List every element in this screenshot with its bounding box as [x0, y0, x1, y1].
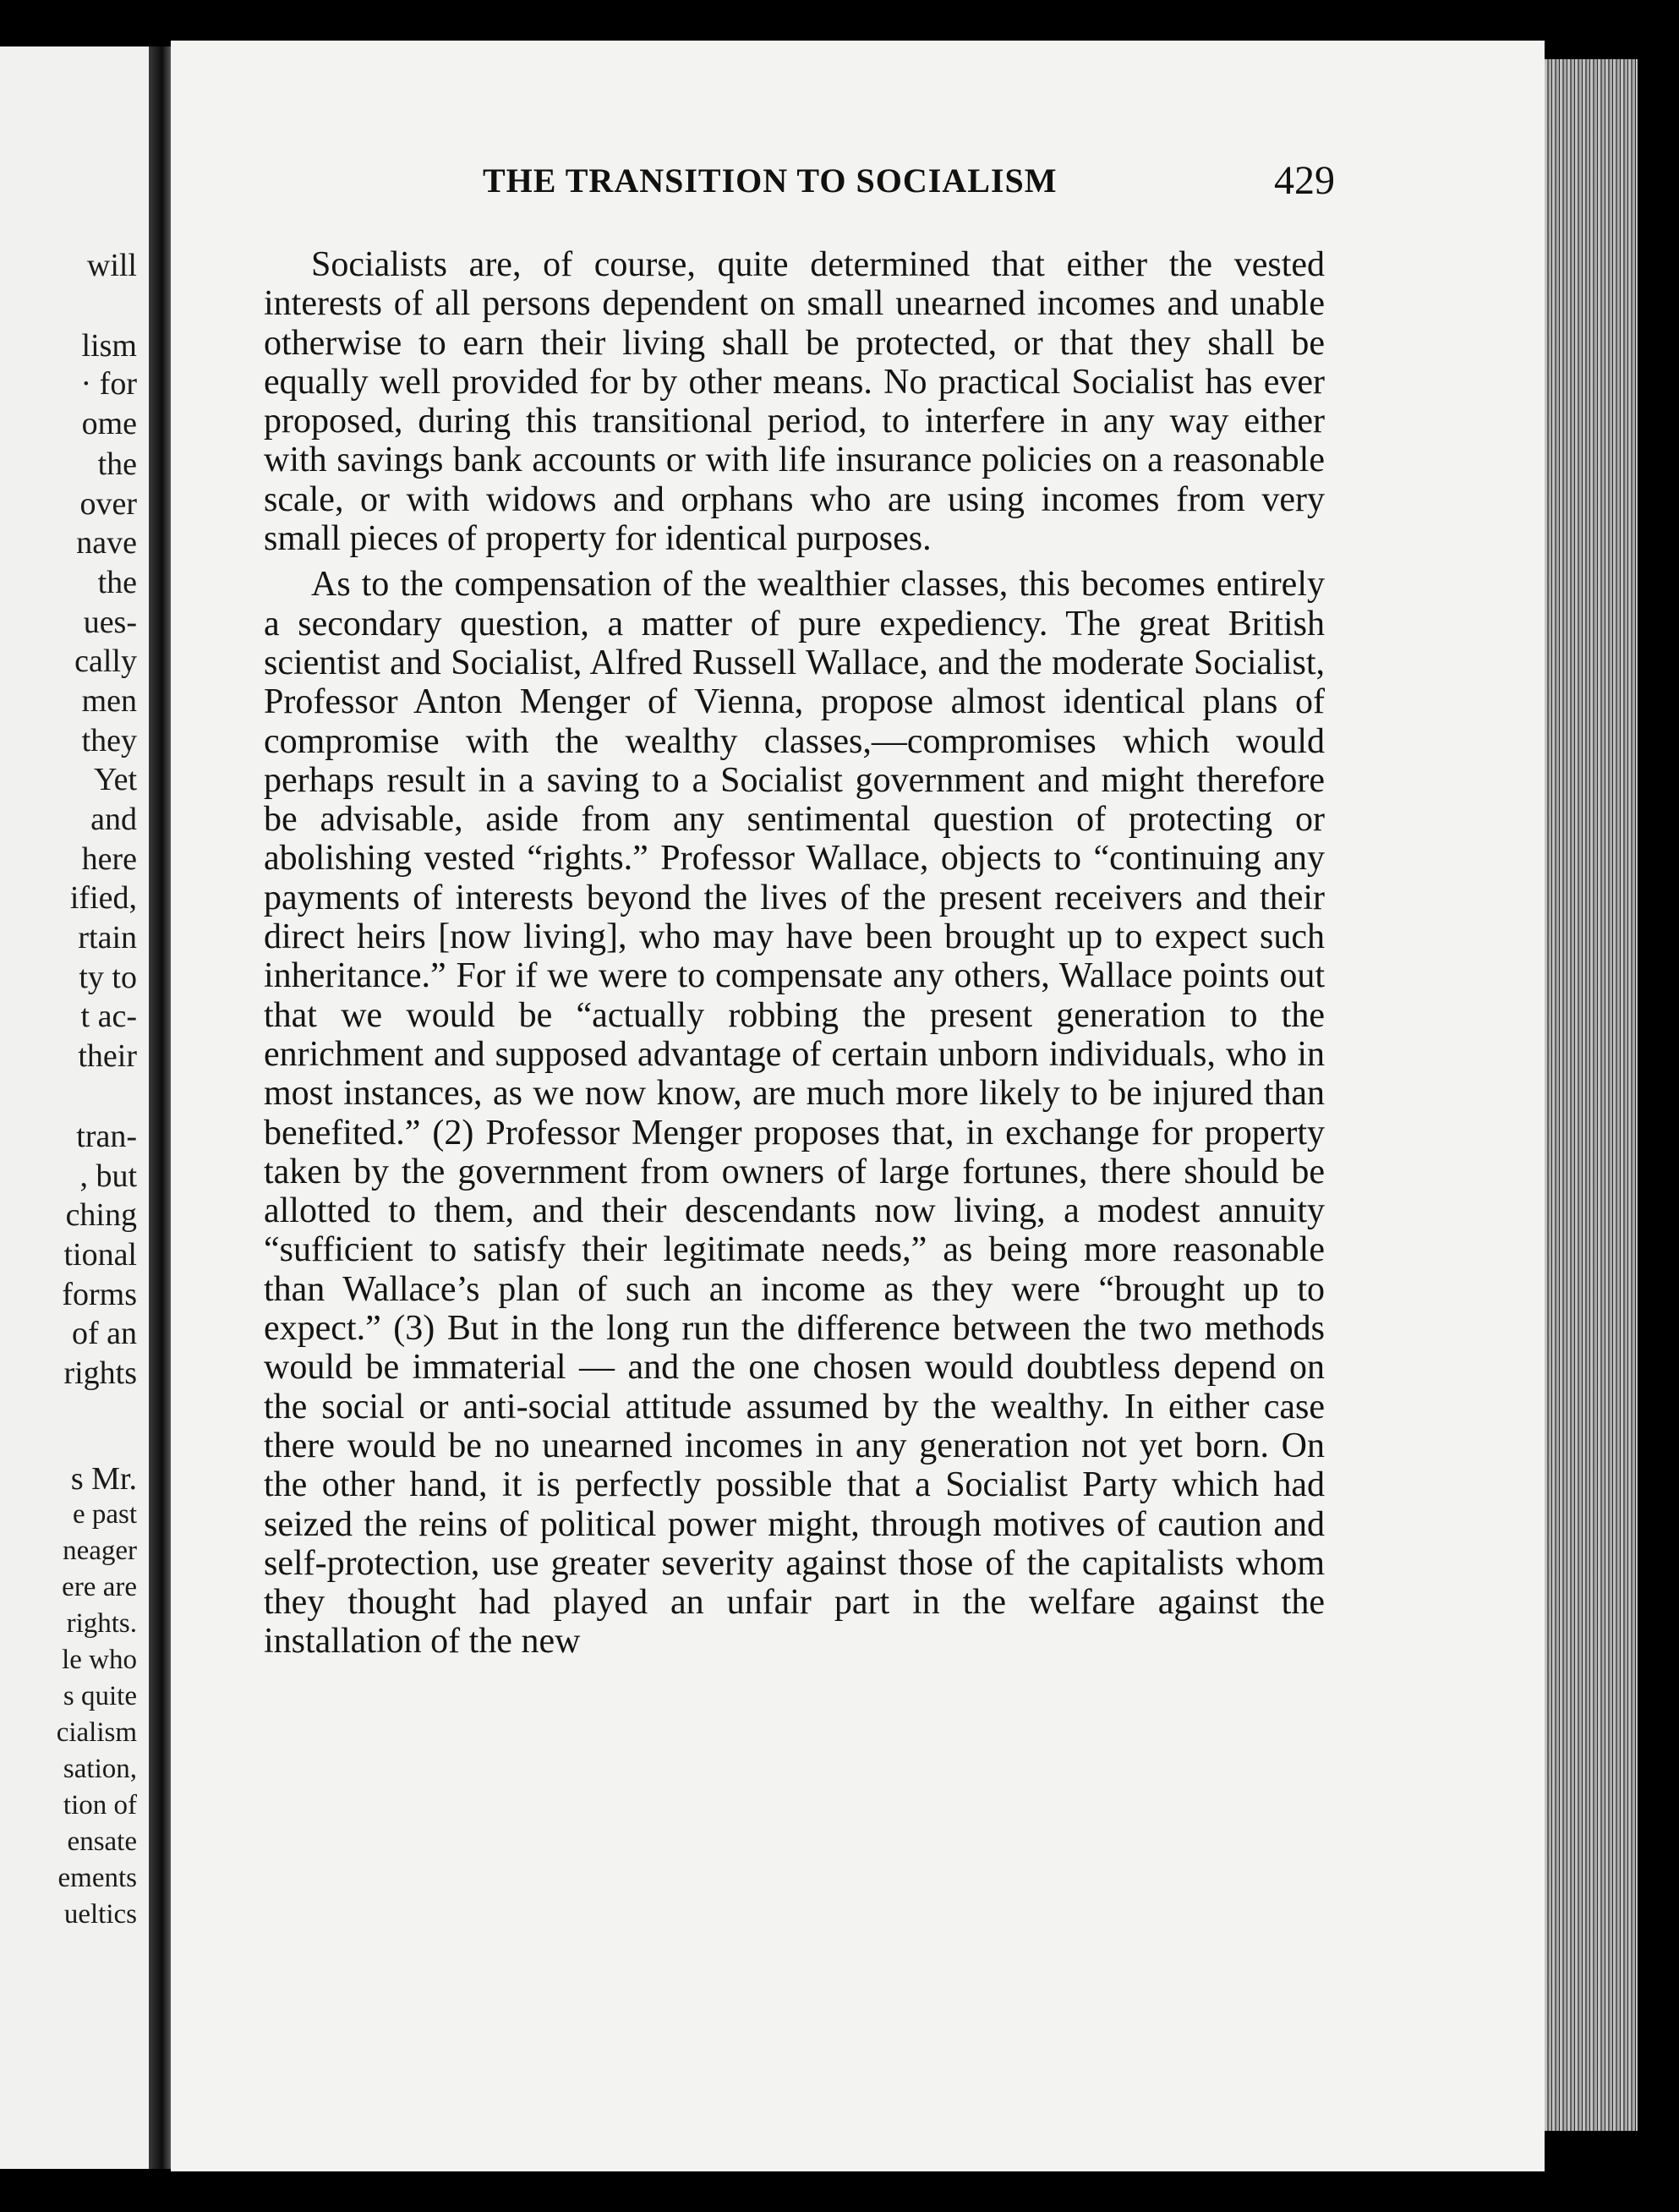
facing-page-line-fragment: rights: [63, 1355, 137, 1391]
facing-page-line-fragment: ified,: [69, 880, 137, 916]
paragraph: Socialists are, of course, quite determined that either the vested interests of all persons dependent on small unearned incomes and unable otherwise to earn their living shall be protected, or that they shall be equally well provided for by other means. No practical Socialist has ever proposed, during this transitional period, to interfere in any way either with savings bank accounts or with life insurance policies on a reasonable scale, or with widows and orphans who are using incomes from very small pieces of property for identical purposes.: [264, 245, 1325, 559]
facing-page-line-fragment: men: [81, 683, 137, 719]
facing-page-line-fragment: of an: [71, 1316, 137, 1351]
facing-page-line-fragment: e past: [72, 1499, 137, 1530]
page-number: 429: [1274, 158, 1335, 203]
facing-page-line-fragment: ere are: [62, 1572, 137, 1602]
facing-page-line-fragment: neager: [63, 1536, 137, 1566]
facing-page-line-fragment: · for: [80, 366, 137, 402]
facing-page-fragment: [0, 47, 149, 2169]
facing-page-line-fragment: ty to: [79, 960, 137, 995]
facing-page-line-fragment: ements: [57, 1863, 137, 1893]
body-text: [264, 245, 1325, 1662]
facing-page-line-fragment: over: [79, 486, 137, 522]
facing-page-line-fragment: forms: [62, 1277, 137, 1312]
facing-page-line-fragment: sation,: [63, 1754, 137, 1784]
facing-page-line-fragment: ome: [81, 406, 137, 441]
facing-page-line-fragment: rights.: [66, 1608, 137, 1639]
running-title: THE TRANSITION TO SOCIALISM: [483, 162, 1058, 200]
facing-page-line-fragment: nave: [76, 525, 137, 561]
facing-page-line-fragment: ching: [65, 1197, 137, 1233]
facing-page-line-fragment: ensate: [67, 1826, 137, 1857]
facing-page-line-fragment: t ac-: [80, 999, 137, 1034]
book-gutter: [149, 47, 171, 2169]
facing-page-line-fragment: ues-: [83, 605, 137, 640]
paragraph: As to the compensation of the wealthier classes, this becomes entirely a secondary question, a matter of pure expediency. The great British scientist and Socialist, Alfred Russell Wallace, and the moderate Socialist, Professor Anton Menger of Vienna, propose almost identical plans of compromise with the wealthy classes,—compromises which would perhaps result in a saving to a Socialist government and might therefore be advisable, aside from any sentimental question of protecting or abolishing vested “rights.” Professor Wallace, objects to “continuing any payments of interests beyond the lives of the present receivers and their direct heirs [now living], who may have been brought up to expect such inheritance.” For if we were to compensate any others, Wallace points out that we would be “actually robbing the present generation to the enrichment and supposed advantage of certain unborn individuals, who in most instances, as we now know, are much more likely to be injured than benefited.” (2) Professor Menger proposes that, in exchange for property taken by the government from owners of large fortunes, there should be allotted to them, and their descendants now living, a modest annuity “sufficient to satisfy their legitimate needs,” as being more reasonable than Wallace’s plan of such an income as they were “brought up to expect.” (3) But in the long run the difference between the two methods would be immaterial — and the one chosen would doubtless depend on the social or anti-social attitude assumed by the wealthy. In either case there would be no unearned incomes in any generation not yet born. On the other hand, it is perfectly possible that a Socialist Party which had seized the reins of political power might, through motives of caution and self-protection, use greater severity against those of the capitalists whom they thought had played an unfair part in the welfare against the installation of the new: [264, 565, 1325, 1662]
facing-page-line-fragment: their: [78, 1038, 137, 1074]
facing-page-line-fragment: the: [97, 565, 137, 600]
facing-page-line-fragment: le who: [62, 1645, 137, 1675]
facing-page-line-fragment: tion of: [63, 1790, 137, 1821]
facing-page-line-fragment: and: [90, 802, 137, 837]
facing-page-line-fragment: tional: [63, 1237, 137, 1273]
page-edges: [1545, 59, 1638, 2131]
facing-page-line-fragment: Yet: [93, 762, 137, 797]
facing-page-line-fragment: s quite: [63, 1681, 137, 1711]
running-head: [483, 158, 1335, 211]
facing-page-line-fragment: tran-: [76, 1119, 137, 1154]
facing-page-line-fragment: s Mr.: [70, 1461, 137, 1497]
facing-page-line-fragment: ueltics: [63, 1899, 137, 1930]
facing-page-line-fragment: they: [81, 723, 137, 758]
facing-page-line-fragment: will: [86, 248, 137, 283]
facing-page-line-fragment: lism: [81, 328, 137, 364]
facing-page-line-fragment: , but: [79, 1158, 137, 1194]
facing-page-line-fragment: cialism: [56, 1717, 137, 1748]
facing-page-line-fragment: cally: [74, 643, 137, 679]
facing-page-line-fragment: here: [81, 841, 137, 877]
facing-page-line-fragment: rtain: [78, 920, 137, 955]
facing-page-line-fragment: the: [97, 446, 137, 482]
